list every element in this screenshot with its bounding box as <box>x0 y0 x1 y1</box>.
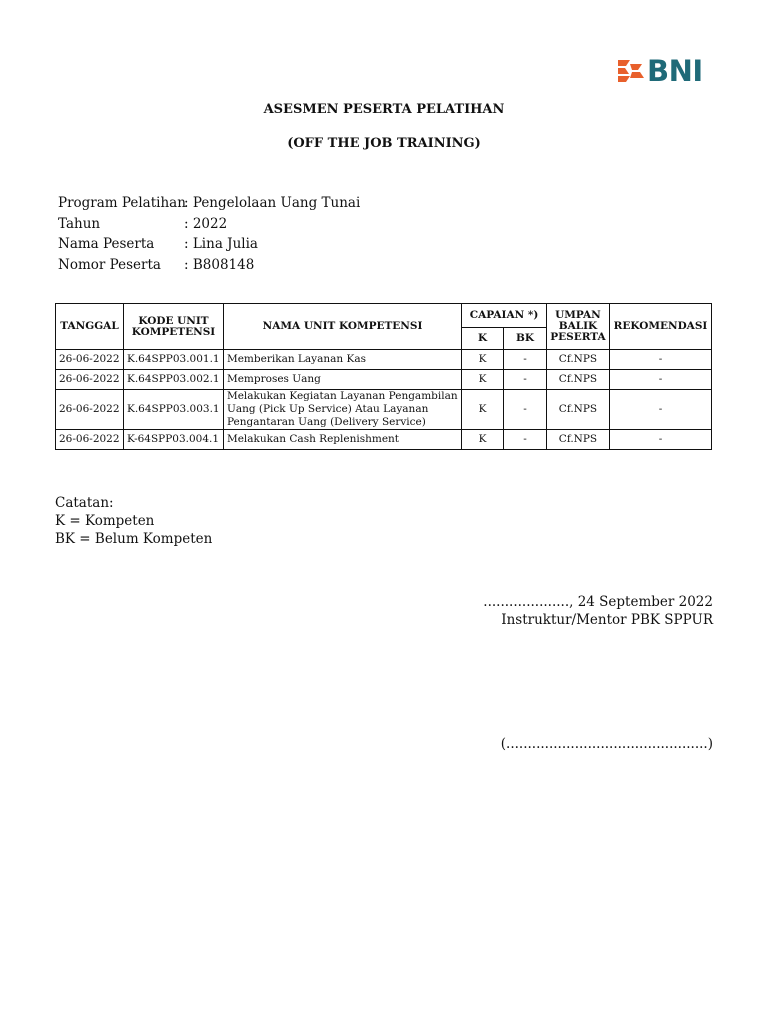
header-unit-code: KODE UNIT KOMPETENSI <box>123 304 223 350</box>
row-date: 26-06-2022 <box>56 390 124 430</box>
header-recommendation: REKOMENDASI <box>609 304 711 350</box>
number-value: : B808148 <box>184 257 255 274</box>
table-row <box>56 350 712 370</box>
header-achievement: CAPAIAN *) <box>462 304 547 328</box>
row-feedback: Cf.NPS <box>546 370 609 390</box>
header-date: TANGGAL <box>56 304 124 350</box>
row-k: K <box>462 390 504 430</box>
participant-info <box>58 193 360 276</box>
program-value: : Pengelolaan Uang Tunai <box>184 195 361 211</box>
row-code: K.64SPP03.001.1 <box>123 350 223 370</box>
row-code: K-64SPP03.004.1 <box>123 430 223 450</box>
info-row-name <box>58 234 360 255</box>
program-label: Program Pelatihan <box>58 195 186 211</box>
table-row <box>56 390 712 430</box>
notes-bk-legend: BK = Belum Kompeten <box>55 531 213 547</box>
row-bk: - <box>504 430 547 450</box>
row-feedback: Cf.NPS <box>546 430 609 450</box>
row-code: K.64SPP03.002.1 <box>123 370 223 390</box>
row-recommendation: - <box>609 370 711 390</box>
bni-logo <box>616 54 716 88</box>
row-date: 26-06-2022 <box>56 350 124 370</box>
row-name: Melakukan Kegiatan Layanan Pengambilan Uang (Pick Up Service) Atau Layanan Pengantaran Uang (Delivery Service) <box>223 390 461 430</box>
row-k: K <box>462 370 504 390</box>
signature-place-date: ...................., 24 September 2022 <box>483 594 713 610</box>
table-row <box>56 370 712 390</box>
name-value: : Lina Julia <box>184 236 258 253</box>
header-k: K <box>462 328 504 350</box>
year-label: Tahun <box>58 215 101 232</box>
year-value: : 2022 <box>184 215 228 232</box>
signature-role: Instruktur/Mentor PBK SPPUR <box>501 612 713 628</box>
header-feedback: UMPAN BALIK PESERTA <box>546 304 609 350</box>
competency-table <box>55 303 712 450</box>
row-bk: - <box>504 390 547 430</box>
number-label: Nomor Peserta <box>58 257 161 274</box>
row-name: Melakukan Cash Replenishment <box>223 430 461 450</box>
row-name: Memproses Uang <box>223 370 461 390</box>
notes-title: Catatan: <box>55 495 114 511</box>
row-recommendation: - <box>609 350 711 370</box>
header-bk: BK <box>504 328 547 350</box>
header-unit-name: NAMA UNIT KOMPETENSI <box>223 304 461 350</box>
row-recommendation: - <box>609 430 711 450</box>
table-row <box>56 430 712 450</box>
info-row-year <box>58 214 360 235</box>
row-bk: - <box>504 370 547 390</box>
row-k: K <box>462 350 504 370</box>
row-feedback: Cf.NPS <box>546 350 609 370</box>
info-row-number <box>58 255 360 276</box>
row-k: K <box>462 430 504 450</box>
name-label: Nama Peserta <box>58 236 155 253</box>
row-recommendation: - <box>609 390 711 430</box>
signature-block <box>483 593 713 629</box>
bni-logo-mark-icon <box>616 54 646 88</box>
row-bk: - <box>504 350 547 370</box>
document-title: ASESMEN PESERTA PELATIHAN <box>263 102 505 117</box>
row-code: K.64SPP03.003.1 <box>123 390 223 430</box>
row-date: 26-06-2022 <box>56 430 124 450</box>
signature-name-line: (...............................................) <box>500 736 713 752</box>
info-row-program <box>58 193 360 214</box>
notes-section <box>55 494 212 548</box>
row-date: 26-06-2022 <box>56 370 124 390</box>
row-name: Memberikan Layanan Kas <box>223 350 461 370</box>
row-feedback: Cf.NPS <box>546 390 609 430</box>
notes-k-legend: K = Kompeten <box>55 513 155 529</box>
bni-logo-text: BNI <box>647 54 703 88</box>
document-subtitle: (OFF THE JOB TRAINING) <box>287 136 481 151</box>
